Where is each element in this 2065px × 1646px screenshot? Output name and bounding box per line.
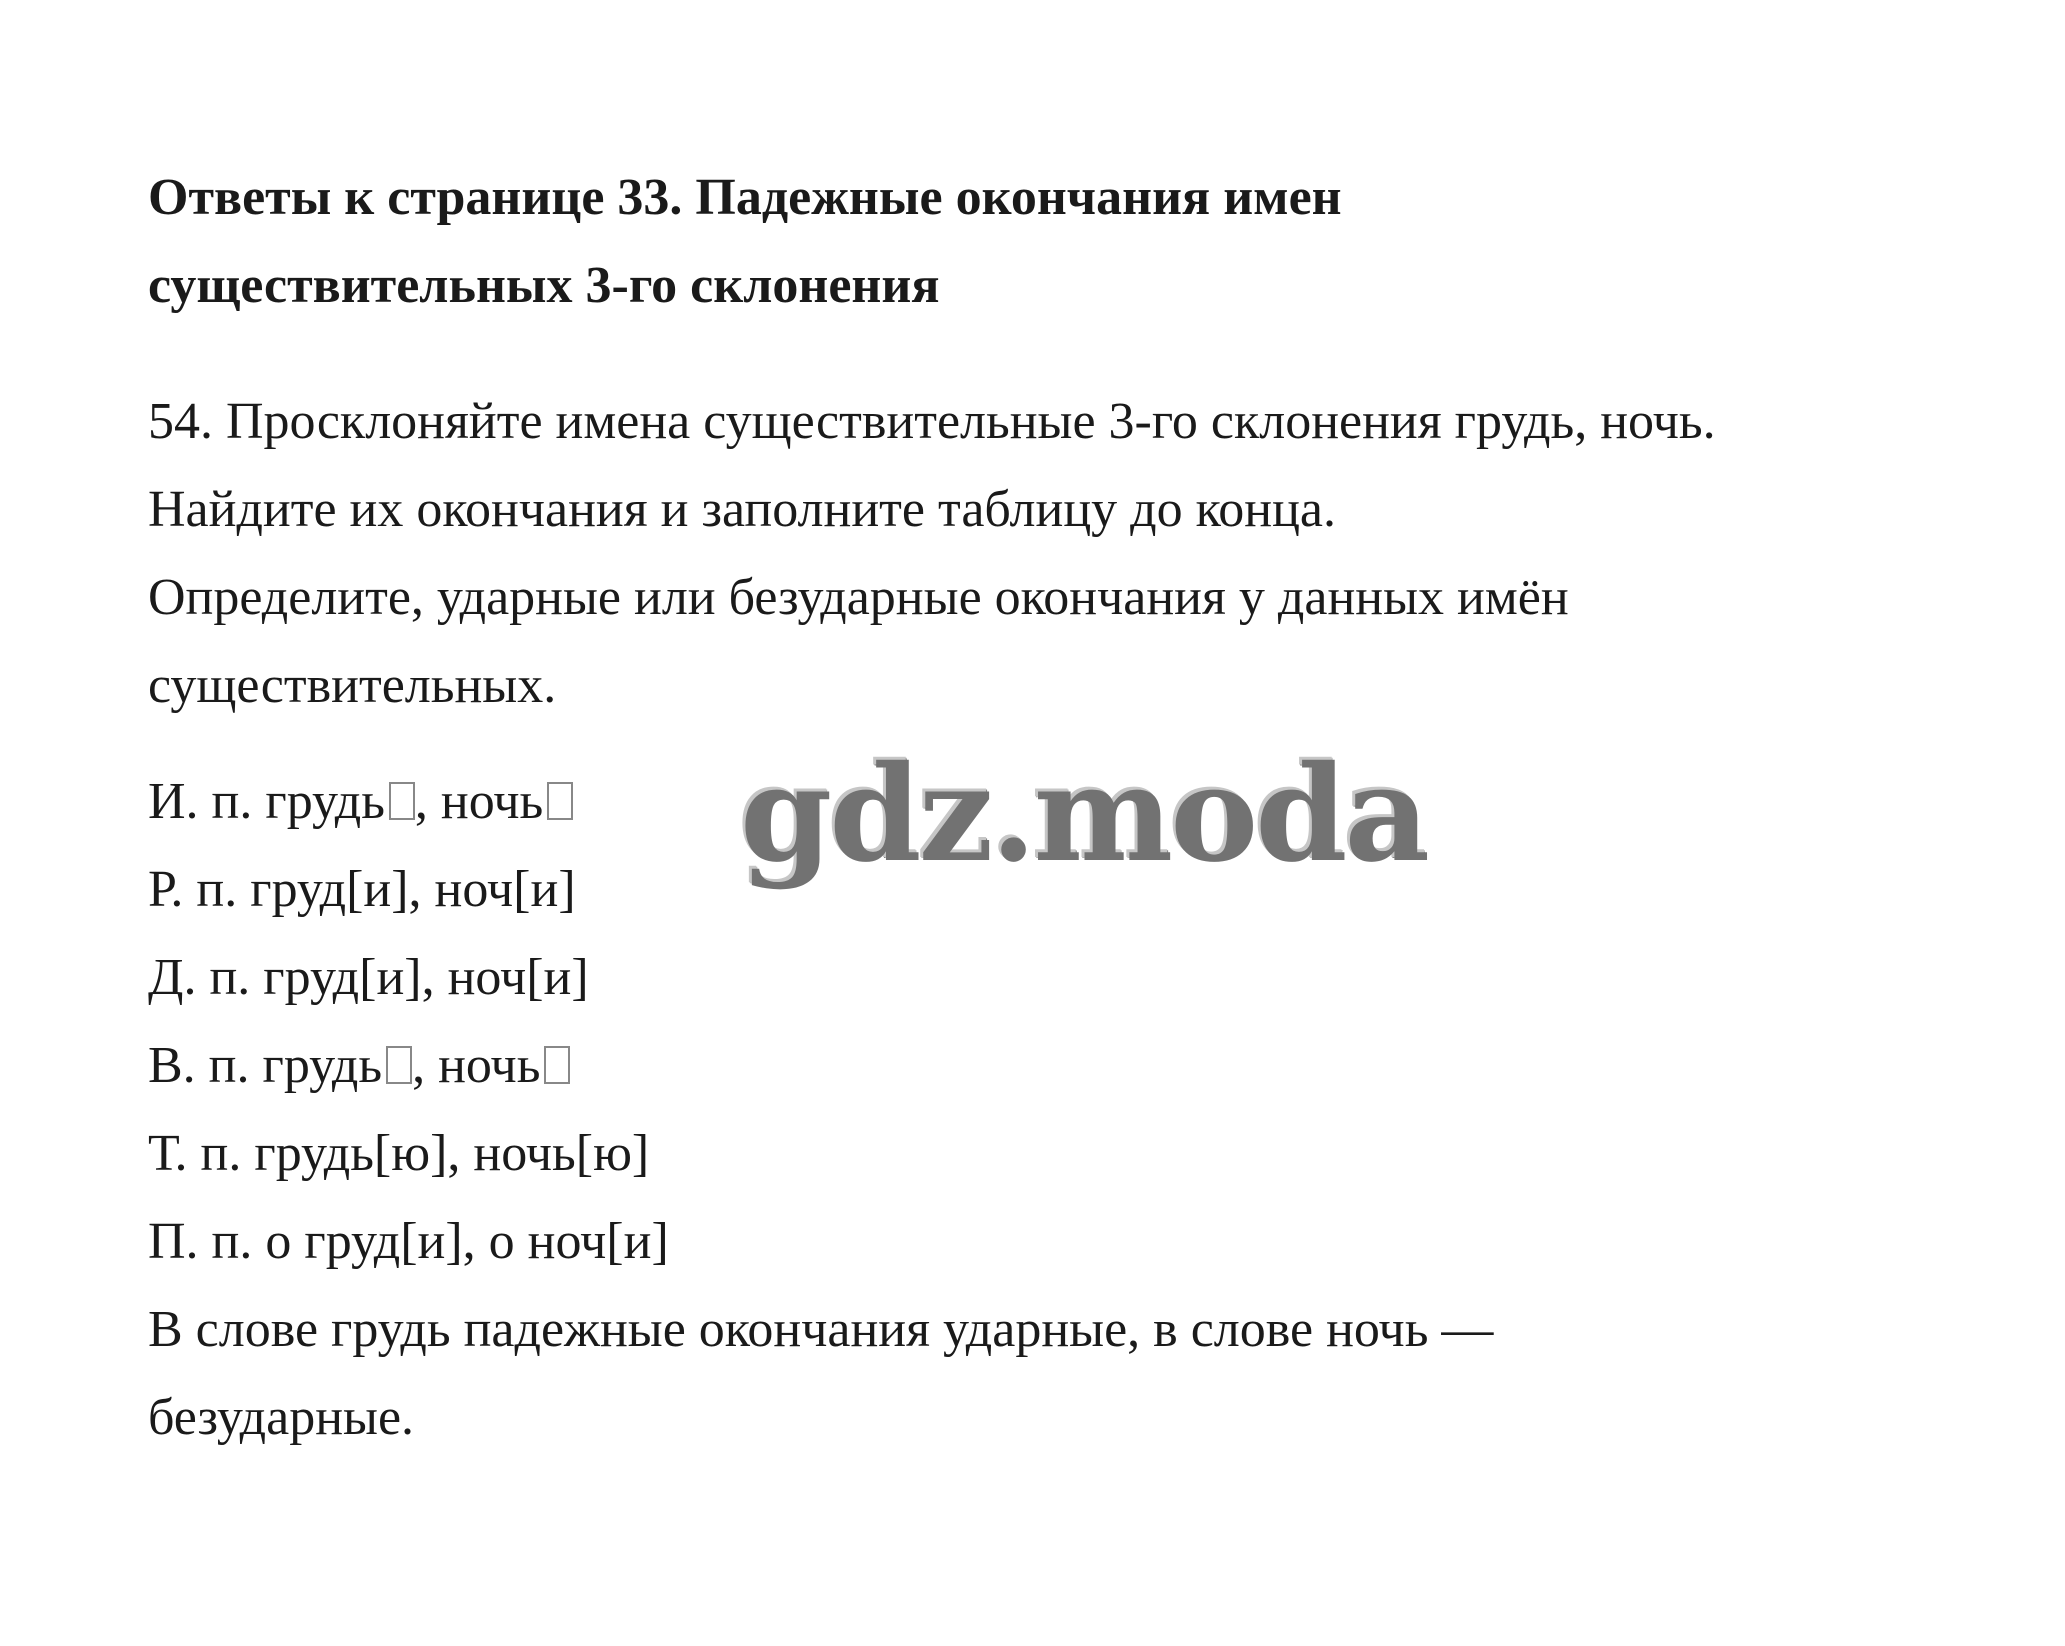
task-line-3: Определите, ударные или безударные окончания у данных имён	[148, 569, 1569, 626]
zero-ending-box	[389, 782, 415, 820]
case-instrumental: Т. п. грудь[ю], ночь[ю]	[148, 1125, 650, 1182]
conclusion-line-2: безударные.	[148, 1389, 415, 1446]
task-text	[148, 378, 2008, 730]
page-title	[148, 154, 1948, 330]
case-nominative-word1: И. п. грудь	[148, 773, 385, 830]
case-prepositional: П. п. о груд[и], о ноч[и]	[148, 1213, 669, 1270]
page-title-line-2: существительных 3-го склонения	[148, 257, 940, 314]
case-dative: Д. п. груд[и], ноч[и]	[148, 949, 589, 1006]
case-accusative	[148, 1022, 1848, 1110]
page-title-line-1: Ответы к странице 33. Падежные окончания имен	[148, 169, 1342, 226]
conclusion-line-1: В слове грудь падежные окончания ударные, в слове ночь —	[148, 1301, 1494, 1358]
case-accusative-word2: , ночь	[412, 1037, 541, 1094]
zero-ending-box	[386, 1046, 412, 1084]
case-nominative-word2: , ночь	[414, 773, 544, 830]
zero-ending-box	[547, 782, 573, 820]
case-genitive: Р. п. груд[и], ноч[и]	[148, 861, 576, 918]
zero-ending-box	[544, 1046, 570, 1084]
task-line-2: Найдите их окончания и заполните таблицу до конца.	[148, 481, 1336, 538]
task-line-4: существительных.	[148, 657, 557, 714]
task-line-1: 54. Просклоняйте имена существительные 3-го склонения грудь, ночь.	[148, 393, 1716, 450]
case-accusative-word1: В. п. грудь	[148, 1037, 383, 1094]
watermark-logo: gdz.moda	[738, 735, 1426, 890]
